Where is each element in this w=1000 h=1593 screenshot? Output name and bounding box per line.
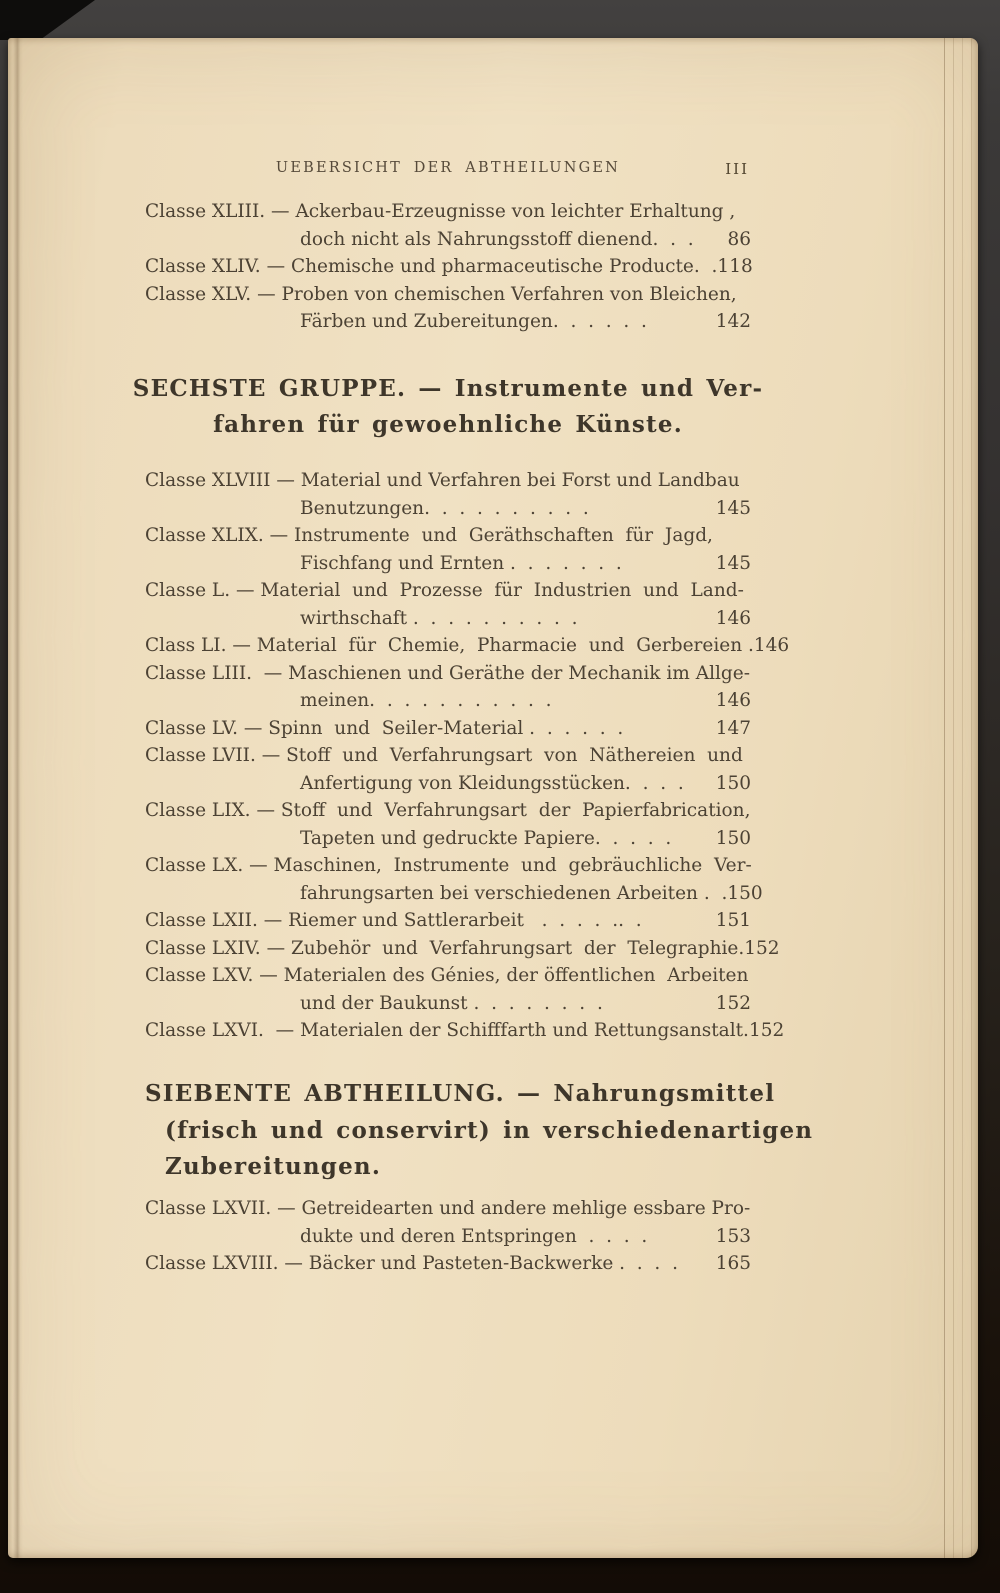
toc-entry-line xyxy=(145,632,790,660)
entry-page-number: 146 xyxy=(715,607,751,629)
entry-page-number: 86 xyxy=(727,228,751,250)
book-page xyxy=(8,38,978,1558)
toc-entry-line xyxy=(145,495,751,523)
background-corner-shadow xyxy=(0,0,95,40)
toc-section-part7 xyxy=(145,1195,751,1278)
entry-page-number: 145 xyxy=(715,497,751,519)
entry-text: Classe LV. — Spinn und Seiler-Material . . . . . . xyxy=(145,717,624,739)
toc-entry-line xyxy=(145,852,751,880)
toc-entry-line xyxy=(145,1223,751,1251)
toc-entry-line xyxy=(145,467,751,495)
entry-text: Classe LXII. — Riemer und Sattlerarbeit . . . . .. . xyxy=(145,910,642,931)
toc-entry-line xyxy=(145,1250,751,1278)
entry-page-number: 142 xyxy=(715,311,751,332)
toc-entry-line xyxy=(145,605,751,633)
page-stack-edge xyxy=(944,38,978,1558)
entry-text: fahrungsarten bei verschiedenen Arbeiten . . xyxy=(300,882,728,904)
toc-entry-line xyxy=(145,770,751,798)
toc-entry-line xyxy=(145,990,751,1018)
page-number: III xyxy=(725,160,749,178)
section-heading-line: Zubereitungen. xyxy=(165,1153,382,1180)
entry-page-number: 152 xyxy=(748,1020,785,1041)
entry-page-number: 165 xyxy=(715,1253,751,1274)
entry-text: Classe LXVIII. — Bäcker und Pasteten-Backwerke . . . . xyxy=(145,1253,678,1274)
entry-text: Classe LXVI. — Materialen der Schifffarth und Rettungsanstalt. xyxy=(145,1020,749,1041)
section-heading-line: SIEBENTE ABTHEILUNG. — Nahrungsmittel xyxy=(145,1080,776,1107)
entry-page-number: 147 xyxy=(715,717,751,739)
page-crease xyxy=(13,38,23,1558)
heading-siebente-abtheilung xyxy=(145,1076,814,1186)
entry-text: Classe LXIV. — Zubehör und Verfahrungsart der Telegraphie. xyxy=(145,937,745,959)
entry-text: Class LI. — Material für Chemie, Pharmacie und Gerbereien . xyxy=(145,635,754,656)
entry-page-number: 150 xyxy=(715,827,751,849)
entry-page-number: 153 xyxy=(715,1225,751,1247)
toc-entry-line xyxy=(145,660,751,688)
toc-entry-line xyxy=(145,577,751,605)
entry-text: Classe XLV. — Proben von chemischen Verfahren von Bleichen, xyxy=(145,283,737,305)
entry-page-number: 150 xyxy=(715,772,751,794)
toc-entry-line xyxy=(145,1195,751,1223)
entry-text: Classe XLIV. — Chemische und pharmaceutische Producte. . xyxy=(145,256,718,277)
entry-text: Tapeten und gedruckte Papiere. . . . . xyxy=(300,827,672,849)
toc-section-part5-end xyxy=(145,198,751,336)
entry-page-number: 118 xyxy=(717,256,753,277)
entry-text: Anfertigung von Kleidungsstücken. . . . xyxy=(300,772,684,794)
entry-page-number: 151 xyxy=(715,910,751,931)
entry-text: dukte und deren Entspringen . . . . xyxy=(300,1225,648,1247)
toc-entry-line xyxy=(145,198,751,226)
entry-text: Färben und Zubereitungen. . . . . . xyxy=(300,311,647,332)
toc-entry-line xyxy=(145,962,751,990)
toc-entry-line xyxy=(145,253,751,281)
entry-text: Classe LXVII. — Getreidearten und andere mehlige essbare Pro- xyxy=(145,1198,751,1219)
entry-text: Classe LX. — Maschinen, Instrumente und gebräuchliche Ver- xyxy=(145,855,752,876)
toc-entry-line xyxy=(145,550,751,578)
toc-entry-line xyxy=(145,281,751,309)
toc-entry-line xyxy=(145,797,751,825)
entry-text: Classe L. — Material und Prozesse für Industrien und Land- xyxy=(145,580,744,601)
toc-entry-line xyxy=(145,226,751,254)
toc-entry-line xyxy=(145,1017,785,1045)
entry-text: Classe LVII. — Stoff und Verfahrungsart von Näthereien und xyxy=(145,745,743,766)
entry-page-number: 152 xyxy=(715,992,751,1014)
entry-text: Fischfang und Ernten . . . . . . . xyxy=(300,552,622,574)
entry-text: meinen. . . . . . . . . . . xyxy=(300,690,552,711)
entry-text: Classe LIX. — Stoff und Verfahrungsart der Papierfabrication, xyxy=(145,800,751,821)
section-heading-line: fahren für gewoehnliche Künste. xyxy=(213,410,683,438)
toc-entry-line xyxy=(145,825,751,853)
entry-text: und der Baukunst . . . . . . . . xyxy=(300,992,603,1014)
entry-text: doch nicht als Nahrungsstoff dienend. . . xyxy=(300,228,694,250)
entry-text: Classe XLIX. — Instrumente und Geräthschaften für Jagd, xyxy=(145,525,713,546)
toc-entry-line xyxy=(145,522,751,550)
toc-entry-line xyxy=(145,935,780,963)
entry-page-number: 146 xyxy=(715,690,751,711)
entry-page-number: 146 xyxy=(753,635,790,656)
entry-text: Classe LXV. — Materialen des Génies, der öffentlichen Arbeiten xyxy=(145,965,749,986)
entry-page-number: 145 xyxy=(715,552,751,574)
entry-page-number: 152 xyxy=(744,937,780,959)
entry-text: wirthschaft . . . . . . . . . . xyxy=(300,607,578,629)
running-header-title: UEBERSICHT DER ABTHEILUNGEN xyxy=(275,160,621,176)
section-heading-line: (frisch und conservirt) in verschiedenartigen xyxy=(165,1116,814,1144)
entry-text: Classe XLVIII — Material und Verfahren bei Forst und Landbau xyxy=(145,470,740,491)
toc-section-group6 xyxy=(145,467,790,1045)
section-heading-line: SECHSTE GRUPPE. — Instrumente und Ver- xyxy=(132,375,764,402)
entry-text: Classe XLIII. — Ackerbau-Erzeugnisse von leichter Erhaltung , xyxy=(145,201,736,222)
toc-entry-line xyxy=(145,880,763,908)
running-header xyxy=(145,160,751,182)
toc-entry-line xyxy=(145,687,751,715)
toc-entry-line xyxy=(145,742,751,770)
entry-text: Classe LIII. — Maschienen und Geräthe der Mechanik im Allge- xyxy=(145,662,750,684)
entry-page-number: 150 xyxy=(727,882,763,904)
heading-sechste-gruppe xyxy=(125,371,771,442)
toc-entry-line xyxy=(145,715,751,743)
toc-entry-line xyxy=(145,308,751,336)
entry-text: Benutzungen. . . . . . . . . . xyxy=(300,497,589,519)
toc-entry-line xyxy=(145,907,751,935)
